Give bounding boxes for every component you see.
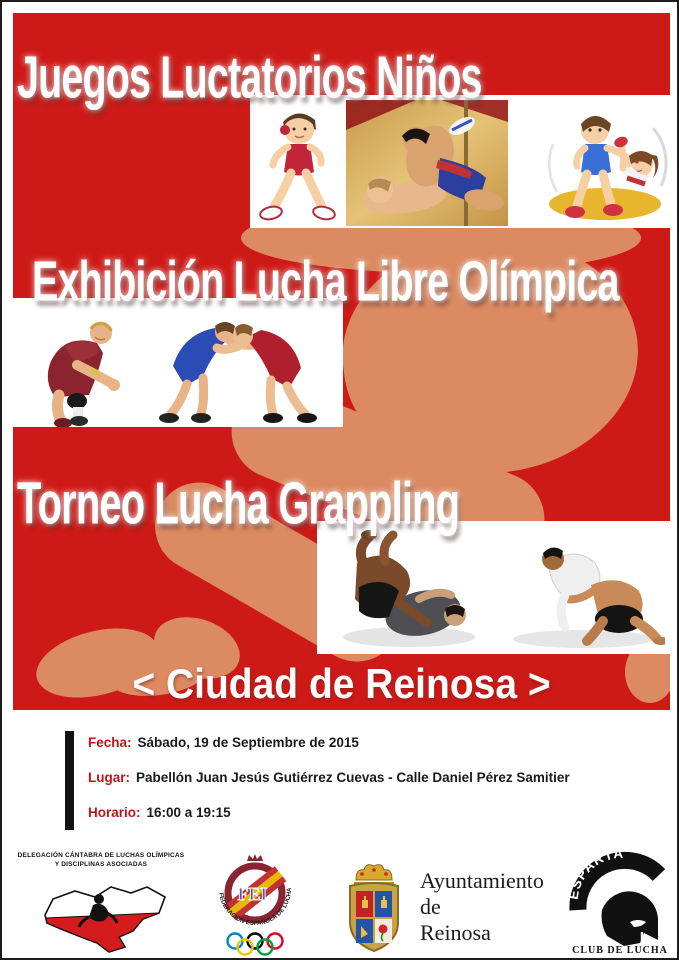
lugar-value: Pabellón Juan Jesús Gutiérrez Cuevas - Calle Daniel Pérez Samitier — [136, 770, 570, 785]
photo-kids-wrestling-mat — [346, 100, 508, 226]
detail-fecha — [88, 735, 359, 750]
reinosa-line2: de — [420, 893, 441, 919]
fel-ring-text: FEDERACIÓN ESPAÑOLA DE LUCHA — [217, 887, 294, 928]
city-banner: < Ciudad de Reinosa > — [132, 662, 551, 708]
cantabria-logo-line2: Y DISCIPLINAS ASOCIADAS — [54, 860, 148, 868]
grappling-photo-strip — [317, 521, 671, 654]
photo-grapplers-guard — [323, 529, 489, 651]
horario-label: Horario: — [88, 805, 141, 820]
logo-delegacion-cantabra — [12, 852, 190, 958]
photo-crouching-wrestler — [17, 303, 129, 427]
reinosa-coat-of-arms-icon — [342, 860, 406, 955]
horario-value: 16:00 a 19:15 — [146, 805, 231, 820]
cartoon-kid-red-singlet — [258, 102, 338, 224]
logo-esparta-club — [562, 848, 678, 960]
reinosa-name — [420, 868, 544, 946]
logo-ayuntamiento-reinosa — [342, 860, 544, 955]
title-torneo-grappling: Torneo Lucha Grappling — [17, 469, 460, 537]
photo-grapplers-scramble — [495, 529, 665, 651]
esparta-sub-text: CLUB DE LUCHA — [572, 945, 668, 956]
cantabria-logo-line1: DELEGACIÓN CÁNTABRA DE LUCHAS OLÍMPICAS — [17, 852, 185, 859]
olympic-rings-icon — [228, 934, 283, 955]
esparta-arc-text: ESPARTA — [565, 848, 625, 901]
title-exhibicion-lucha-libre: Exhibición Lucha Libre Olímpica — [32, 249, 619, 313]
logo-federacion-espanola-lucha — [205, 853, 305, 960]
kids-photo-strip — [250, 95, 671, 228]
details-accent-bar — [65, 731, 74, 830]
cartoon-kids-throw — [537, 102, 669, 224]
spartan-helmet-icon — [562, 848, 678, 956]
fel-acronym: FEL — [237, 884, 273, 904]
title-juegos-luctatorios: Juegos Luctatorios Niños — [17, 43, 482, 111]
fecha-value: Sábado, 19 de Septiembre de 2015 — [137, 735, 359, 750]
detail-lugar — [88, 770, 570, 785]
reinosa-line1: Ayuntamiento — [420, 868, 544, 893]
detail-horario — [88, 805, 231, 820]
photo-wrestlers-tieup — [139, 304, 335, 424]
fecha-label: Fecha: — [88, 735, 132, 750]
olympic-photo-strip — [13, 298, 343, 427]
reinosa-line3: Reinosa — [420, 919, 491, 945]
lugar-label: Lugar: — [88, 770, 130, 785]
cantabria-map-icon — [23, 873, 179, 953]
fel-emblem-icon — [205, 853, 305, 957]
